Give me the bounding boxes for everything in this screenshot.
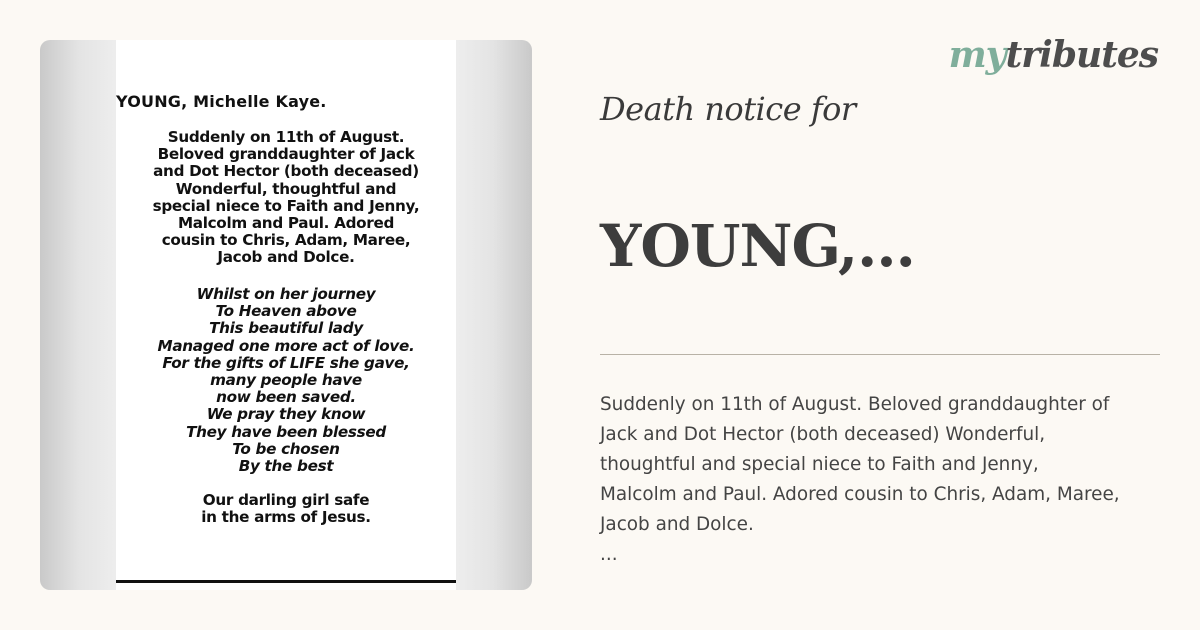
summary-line: Malcolm and Paul. Adored cousin to Chris, Adam, Maree, bbox=[600, 484, 1120, 505]
divider bbox=[600, 354, 1160, 355]
summary-line: Jacob and Dolce. bbox=[600, 514, 754, 535]
poem-line: To Heaven above bbox=[215, 302, 357, 321]
notice-paper bbox=[116, 40, 456, 590]
closing-line: in the arms of Jesus. bbox=[201, 508, 371, 527]
poem-line: They have been blessed bbox=[186, 422, 386, 441]
notice-line: Jacob and Dolce. bbox=[217, 248, 355, 267]
notice-line: Suddenly on 11th of August. bbox=[167, 128, 405, 146]
poem-line: Whilst on her journey bbox=[196, 285, 376, 303]
page-subtitle: Death notice for bbox=[600, 90, 856, 128]
notice-line: special niece to Faith and Jenny, bbox=[152, 196, 420, 215]
poem-line: Managed one more act of love. bbox=[157, 336, 415, 355]
poem-line: To be chosen bbox=[232, 439, 340, 458]
notice-paragraph bbox=[116, 129, 456, 267]
summary-line: ... bbox=[600, 544, 618, 565]
poem-line: many people have bbox=[210, 371, 362, 390]
notice-line: Malcolm and Paul. Adored bbox=[177, 214, 395, 233]
notice-poem bbox=[116, 286, 456, 475]
poem-line: For the gifts of LIFE she gave, bbox=[162, 353, 410, 372]
page-title: YOUNG,... bbox=[600, 212, 915, 280]
notice-name: YOUNG, Michelle Kaye. bbox=[116, 92, 327, 111]
summary-line: Jack and Dot Hector (both deceased) Wonderful, bbox=[600, 424, 1046, 445]
poem-line: By the best bbox=[238, 457, 334, 476]
notice-line: and Dot Hector (both deceased) bbox=[153, 162, 419, 181]
notice-line: cousin to Chris, Adam, Maree, bbox=[161, 231, 411, 250]
notice-line: Beloved granddaughter of Jack bbox=[157, 145, 415, 164]
poem-line: This beautiful lady bbox=[209, 319, 363, 338]
mytributes-logo bbox=[949, 34, 1158, 76]
poem-line: We pray they know bbox=[206, 405, 366, 424]
closing-line: Our darling girl safe bbox=[202, 491, 370, 509]
poem-line: now been saved. bbox=[216, 388, 356, 407]
summary-line: Suddenly on 11th of August. Beloved granddaughter of bbox=[600, 394, 1110, 415]
logo-part-my: my bbox=[948, 34, 1006, 76]
notice-line: Wonderful, thoughtful and bbox=[175, 179, 397, 198]
notice-closing bbox=[116, 492, 456, 526]
notice-bottom-rule bbox=[116, 580, 456, 583]
notice-summary bbox=[600, 390, 1180, 570]
summary-line: thoughtful and special niece to Faith and Jenny, bbox=[600, 454, 1039, 475]
death-notice-image bbox=[40, 40, 532, 590]
logo-part-tributes: tributes bbox=[1005, 34, 1158, 76]
